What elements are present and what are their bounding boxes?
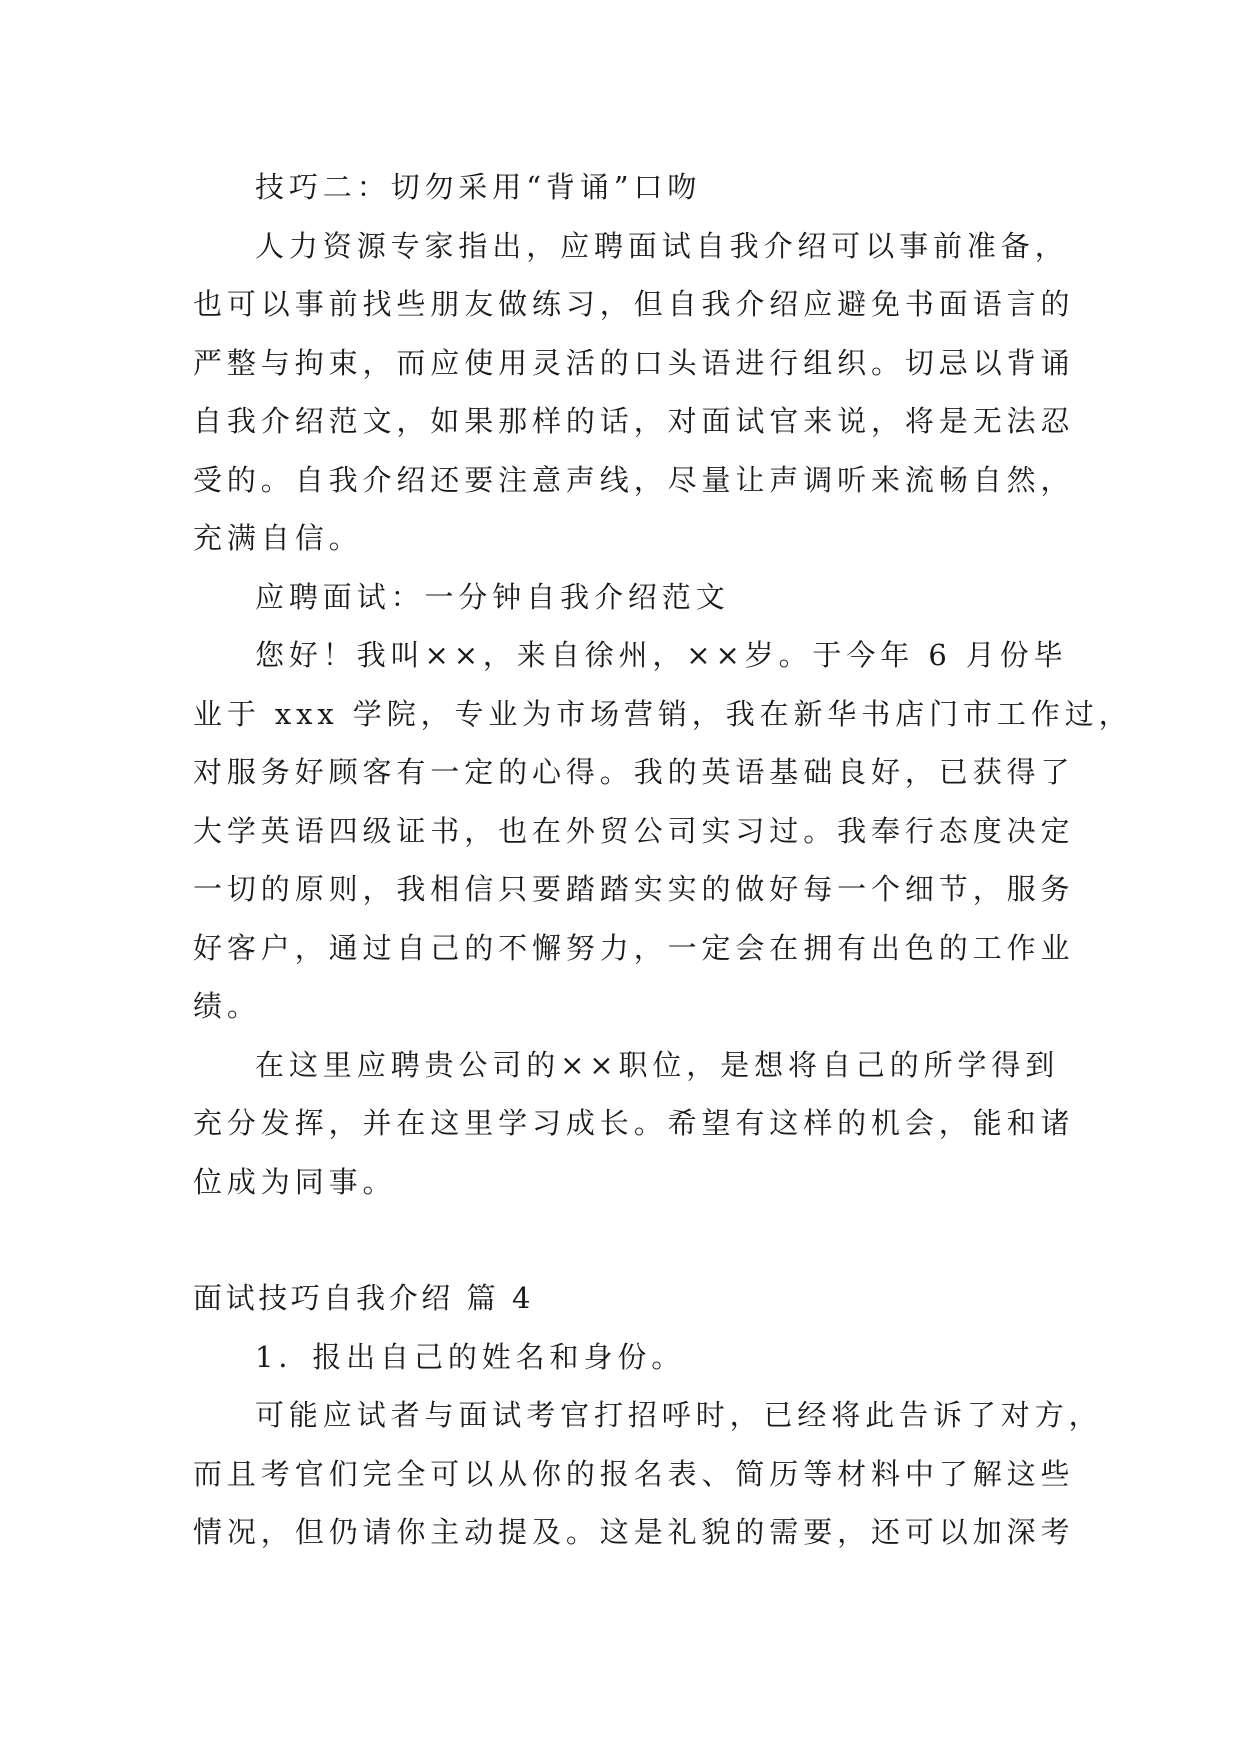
paragraph-line: 也可以事前找些朋友做练习，但自我介绍应避免书面语言的 [193, 287, 1075, 321]
paragraph-line: 一切的原则，我相信只要踏踏实实的做好每一个细节，服务 [193, 872, 1075, 906]
paragraph-line: 充分发挥，并在这里学习成长。希望有这样的机会，能和诸 [193, 1106, 1075, 1140]
paragraph-line: 业于 xxx 学院，专业为市场营销，我在新华书店门市工作过， [193, 696, 1133, 731]
paragraph-position-goal [193, 1036, 1075, 1212]
paragraph-line: 受的。自我介绍还要注意声线，尽量让声调听来流畅自然， [193, 462, 1075, 497]
paragraph-sample-intro [193, 626, 1133, 1036]
subheading-tip-two: 技巧二：切勿采用“背诵”口吻 [255, 170, 702, 204]
paragraph-line: 情况，但仍请你主动提及。这是礼貌的需要，还可以加深考 [193, 1515, 1075, 1549]
paragraph-line: 人力资源专家指出，应聘面试自我介绍可以事前准备， [255, 228, 1069, 263]
paragraph-line: 充满自信。 [193, 521, 363, 555]
paragraph-line: 对服务好顾客有一定的心得。我的英语基础良好，已获得了 [193, 755, 1075, 789]
paragraph-line: 您好！我叫××，来自徐州，××岁。于今年 6 月份毕 [255, 638, 1068, 672]
list-item-name-identity: 1．报出自己的姓名和身份。 [255, 1339, 686, 1374]
document-page [193, 158, 1133, 1562]
paragraph-line: 绩。 [193, 989, 261, 1023]
paragraph-line: 好客户，通过自己的不懈努力，一定会在拥有出色的工作业 [193, 930, 1075, 965]
paragraph-line: 大学英语四级证书，也在外贸公司实习过。我奉行态度决定 [193, 813, 1075, 848]
paragraph-line: 在这里应聘贵公司的××职位，是想将自己的所学得到 [255, 1047, 1060, 1082]
subheading-sample-intro: 应聘面试：一分钟自我介绍范文 [255, 579, 730, 614]
section-spacer [193, 1211, 1049, 1269]
paragraph-recitation-advice [193, 217, 1075, 568]
article-heading: 面试技巧自我介绍 篇 4 [193, 1281, 535, 1315]
paragraph-line: 可能应试者与面试考官打招呼时，已经将此告诉了对方， [255, 1398, 1103, 1432]
paragraph-line: 而且考官们完全可以从你的报名表、简历等材料中了解这些 [193, 1456, 1075, 1491]
paragraph-line: 自我介绍范文，如果那样的话，对面试官来说，将是无法忍 [193, 404, 1075, 438]
paragraph-line: 位成为同事。 [193, 1164, 397, 1199]
paragraph-greeting-advice [193, 1386, 1103, 1562]
paragraph-line: 严整与拘束，而应使用灵活的口头语进行组织。切忌以背诵 [193, 345, 1075, 380]
